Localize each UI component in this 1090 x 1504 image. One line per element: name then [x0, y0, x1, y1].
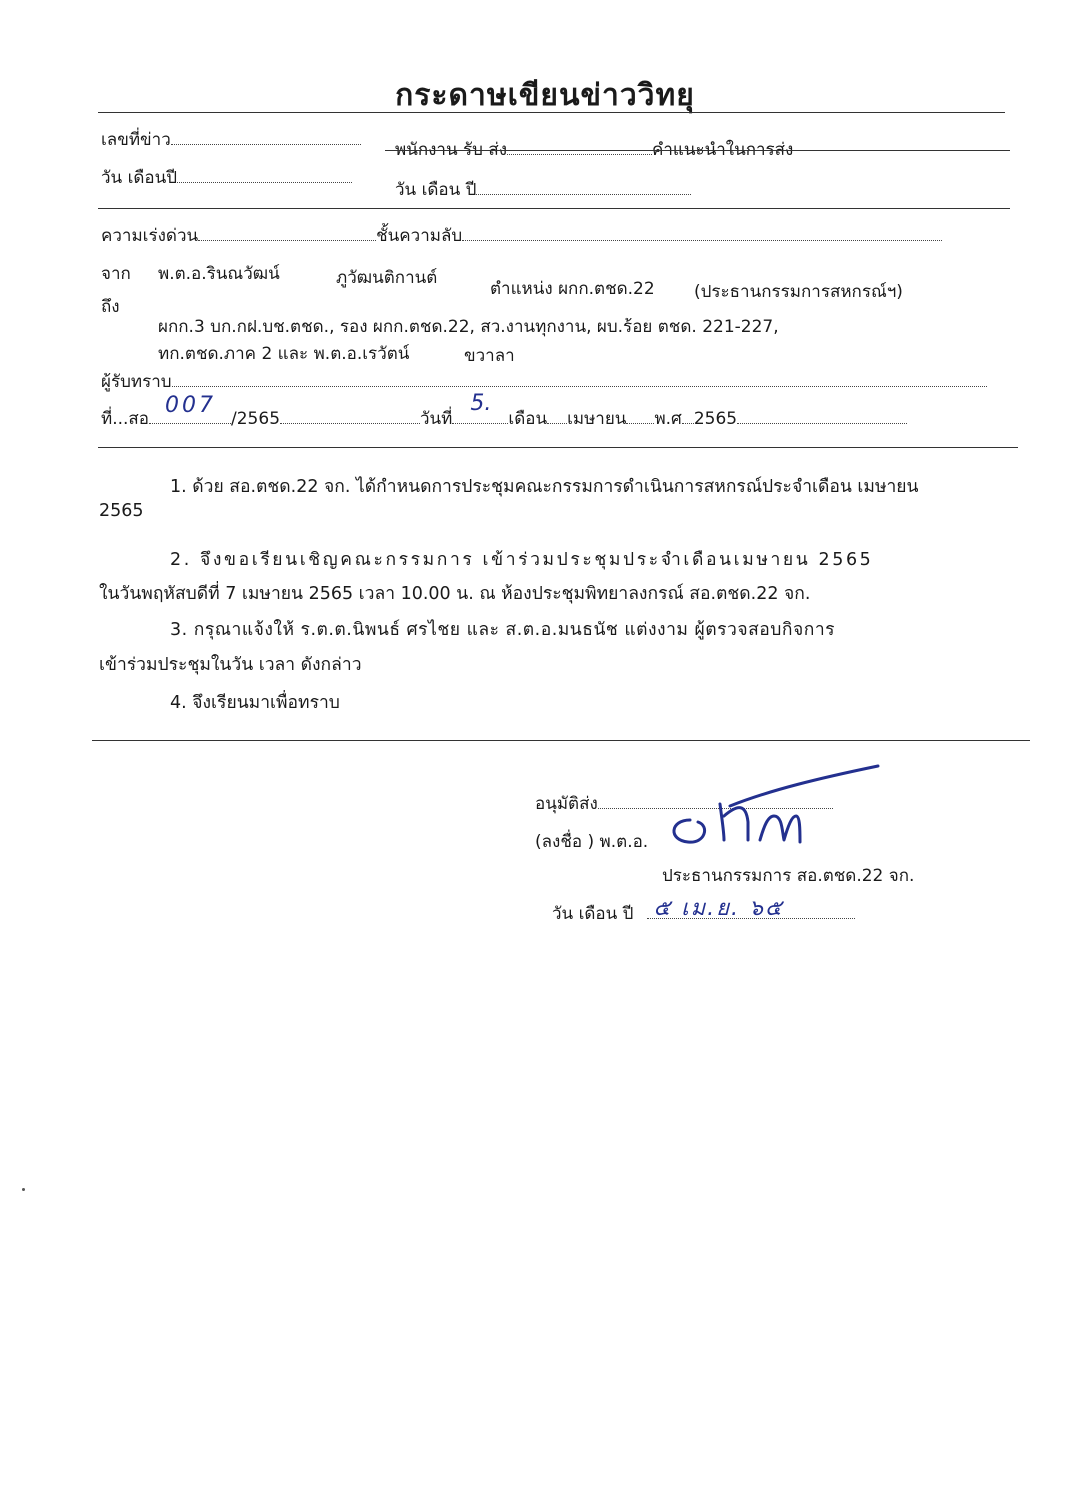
top-rule: [98, 112, 1005, 113]
signature-mark: [650, 760, 880, 850]
staff-blank[interactable]: [507, 140, 652, 155]
ref-month-dots: [547, 409, 567, 424]
approval-date-blank[interactable]: [647, 896, 855, 921]
ack-field: [101, 368, 987, 395]
to-label: ถึง: [101, 297, 120, 317]
from-surname: ภูวัฒนติกานต์: [336, 268, 438, 288]
to-line-2a: ทก.ตชด.ภาค 2 และ พ.ต.อ.เรวัตน์: [158, 344, 410, 364]
approval-date-label: วัน เดือน ปี: [552, 904, 634, 924]
ref-no-blank[interactable]: [149, 393, 231, 424]
urgency-blank[interactable]: [198, 226, 376, 241]
staff-label: พนักงาน รับ ส่ง: [395, 140, 507, 160]
ref-year-gap: [682, 409, 694, 424]
form-title: กระดาษเขียนข่าววิทยุ: [395, 78, 695, 113]
paragraph-2a: 2. จึงขอเรียนเชิญคณะกรรมการ เข้าร่วมประชุมประจำเดือนเมษายน 2565: [170, 550, 874, 570]
ref-year-label: พ.ศ: [654, 409, 682, 429]
date-label-left: วัน เดือนปี: [101, 168, 178, 188]
date-field-right: [395, 176, 691, 203]
approver-title: ประธานกรรมการ สอ.ตชด.22 จก.: [662, 866, 915, 886]
date-field-left: [101, 164, 352, 191]
secrecy-blank[interactable]: [462, 226, 942, 241]
from-position: ตำแหน่ง ผกก.ตชด.22: [490, 279, 655, 299]
date-blank-left[interactable]: [177, 168, 352, 183]
urgency-label: ความเร่งด่วน: [101, 226, 199, 246]
secrecy-label: ชั้นความลับ: [376, 226, 463, 246]
header-rule-2: [98, 208, 1010, 209]
ref-no-year: /2565: [231, 409, 281, 429]
body-end-rule: [92, 740, 1030, 741]
ref-rule: [98, 447, 1018, 448]
paragraph-4: 4. จึงเรียนมาเพื่อทราบ: [170, 693, 340, 713]
paragraph-1a: 1. ด้วย สอ.ตชด.22 จก. ได้กำหนดการประชุมคณะกรรมการดำเนินการสหกรณ์ประจำเดือน เมษายน: [170, 477, 919, 497]
ack-label: ผู้รับทราบ: [101, 372, 172, 392]
ref-day-blank[interactable]: [452, 391, 508, 424]
ref-row: [101, 391, 907, 432]
to-line-1: ผกก.3 บก.กฝ.บช.ตชด., รอง ผกก.ตชด.22, สว.งานทุกงาน, ผบ.ร้อย ตชด. 221-227,: [158, 317, 779, 337]
approval-date-field: [552, 896, 855, 927]
date-label-right: วัน เดือน ปี: [395, 180, 477, 200]
ref-tail-blank[interactable]: [737, 409, 907, 424]
paragraph-3a: 3. กรุณาแจ้งให้ ร.ต.ต.นิพนธ์ ศรไชย และ ส.ต.อ.มนธนัช แต่งงาม ผู้ตรวจสอบกิจการ: [170, 620, 836, 640]
ref-year-value: 2565: [693, 409, 738, 429]
sign-label: (ลงชื่อ ) พ.ต.อ.: [535, 832, 649, 852]
ref-day-label: วันที่: [420, 409, 453, 429]
approval-date-handwritten: ๕ เม.ย. ๖๕: [653, 896, 784, 921]
paragraph-1b: 2565: [99, 501, 144, 521]
msg-no-blank[interactable]: [171, 130, 361, 145]
from-name: พ.ต.อ.รินณวัฒน์: [158, 264, 280, 284]
paragraph-3b: เข้าร่วมประชุมในวัน เวลา ดังกล่าว: [99, 655, 362, 675]
scan-speck: [22, 1188, 25, 1191]
urgency-field: [101, 222, 942, 249]
ack-blank[interactable]: [172, 372, 987, 387]
ref-month-label: เดือน: [508, 409, 548, 429]
ref-day-handwritten: 5.: [470, 391, 492, 416]
header-rule-1: [385, 150, 1010, 151]
ref-no-handwritten: 007: [165, 393, 217, 418]
ref-year-blank[interactable]: [280, 409, 420, 424]
ref-month-value: เมษายน: [567, 409, 627, 429]
ref-no-prefix: ที่...สอ: [101, 409, 150, 429]
approve-label: อนุมัติส่ง: [535, 794, 598, 814]
paragraph-2b: ในวันพฤหัสบดีที่ 7 เมษายน 2565 เวลา 10.00 น. ณ ห้องประชุมพิทยาลงกรณ์ สอ.ตชด.22 จก.: [99, 584, 811, 604]
msg-no-label: เลขที่ข่าว: [101, 130, 171, 150]
date-blank-right[interactable]: [476, 180, 691, 195]
from-label: จาก: [101, 264, 131, 284]
msg-no-field: [101, 126, 361, 153]
to-line-2b: ขวาลา: [464, 346, 515, 366]
from-role: (ประธานกรรมการสหกรณ์ฯ): [694, 282, 903, 302]
ref-year-dots: [626, 409, 654, 424]
instruction-label: คำแนะนำในการส่ง: [652, 140, 794, 160]
